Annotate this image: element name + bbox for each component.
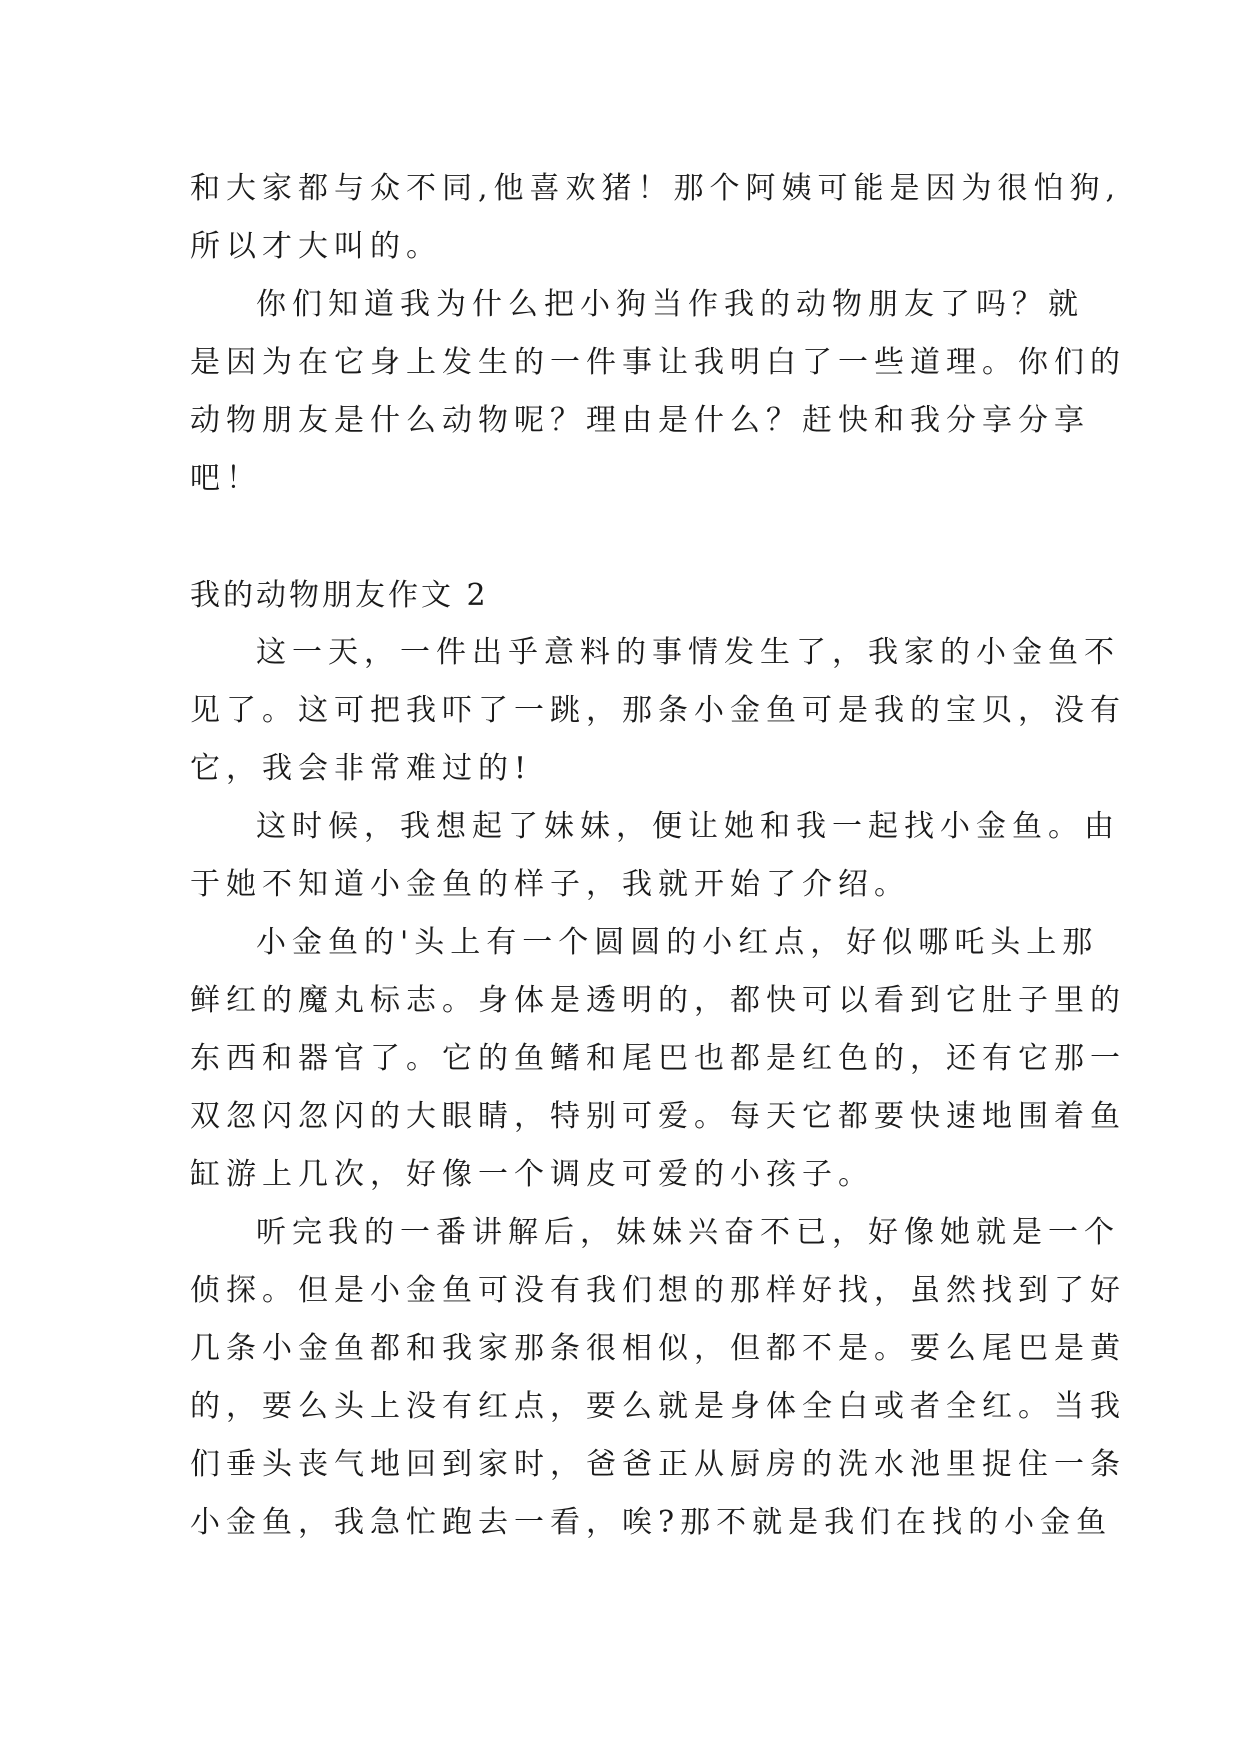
paragraph-sister bbox=[190, 798, 1120, 914]
text-line: 侦探。但是小金鱼可没有我们想的那样好找，虽然找到了好 bbox=[190, 1273, 1126, 1308]
text-line: 听完我的一番讲解后，妹妹兴奋不已，好像她就是一个 bbox=[256, 1215, 1120, 1250]
text-line: 是因为在它身上发生的一件事让我明白了一些道理。你们的 bbox=[190, 345, 1126, 380]
paragraph-description bbox=[190, 914, 1126, 1204]
text-line: 吧！ bbox=[190, 461, 262, 496]
paragraph-question bbox=[190, 276, 1126, 508]
text-line: 东西和器官了。它的鱼鳍和尾巴也都是红色的，还有它那一 bbox=[190, 1041, 1126, 1076]
text-line: 们垂头丧气地回到家时，爸爸正从厨房的洗水池里捉住一条 bbox=[190, 1447, 1126, 1482]
paragraph-search bbox=[190, 1204, 1126, 1552]
text-line: 于她不知道小金鱼的样子，我就开始了介绍。 bbox=[190, 867, 910, 902]
essay-title: 我的动物朋友作文 2 bbox=[190, 578, 489, 613]
text-line: 小金鱼的'头上有一个圆圆的小红点，好似哪吒头上那 bbox=[256, 925, 1099, 960]
text-line: 动物朋友是什么动物呢？理由是什么？赶快和我分享分享 bbox=[190, 403, 1090, 438]
text-line: 这时候，我想起了妹妹，便让她和我一起找小金鱼。由 bbox=[256, 809, 1120, 844]
text-line: 所以才大叫的。 bbox=[190, 229, 442, 264]
text-line: 这一天，一件出乎意料的事情发生了，我家的小金鱼不 bbox=[256, 635, 1120, 670]
text-line: 你们知道我为什么把小狗当作我的动物朋友了吗？就 bbox=[256, 287, 1084, 322]
text-line: 几条小金鱼都和我家那条很相似，但都不是。要么尾巴是黄 bbox=[190, 1331, 1126, 1366]
text-line: 缸游上几次，好像一个调皮可爱的小孩子。 bbox=[190, 1157, 874, 1192]
text-line: 它，我会非常难过的! bbox=[190, 751, 533, 786]
text-line: 的，要么头上没有红点，要么就是身体全白或者全红。当我 bbox=[190, 1389, 1126, 1424]
paragraph-lost-fish bbox=[190, 624, 1126, 798]
text-line: 小金鱼，我急忙跑去一看，唉?那不就是我们在找的小金鱼 bbox=[190, 1505, 1113, 1540]
paragraph-continued bbox=[190, 160, 1122, 276]
text-line: 鲜红的魔丸标志。身体是透明的，都快可以看到它肚子里的 bbox=[190, 983, 1126, 1018]
text-line: 和大家都与众不同,他喜欢猪！那个阿姨可能是因为很怕狗, bbox=[190, 171, 1122, 206]
text-line: 双忽闪忽闪的大眼睛，特别可爱。每天它都要快速地围着鱼 bbox=[190, 1099, 1126, 1134]
text-line: 见了。这可把我吓了一跳，那条小金鱼可是我的宝贝，没有 bbox=[190, 693, 1126, 728]
